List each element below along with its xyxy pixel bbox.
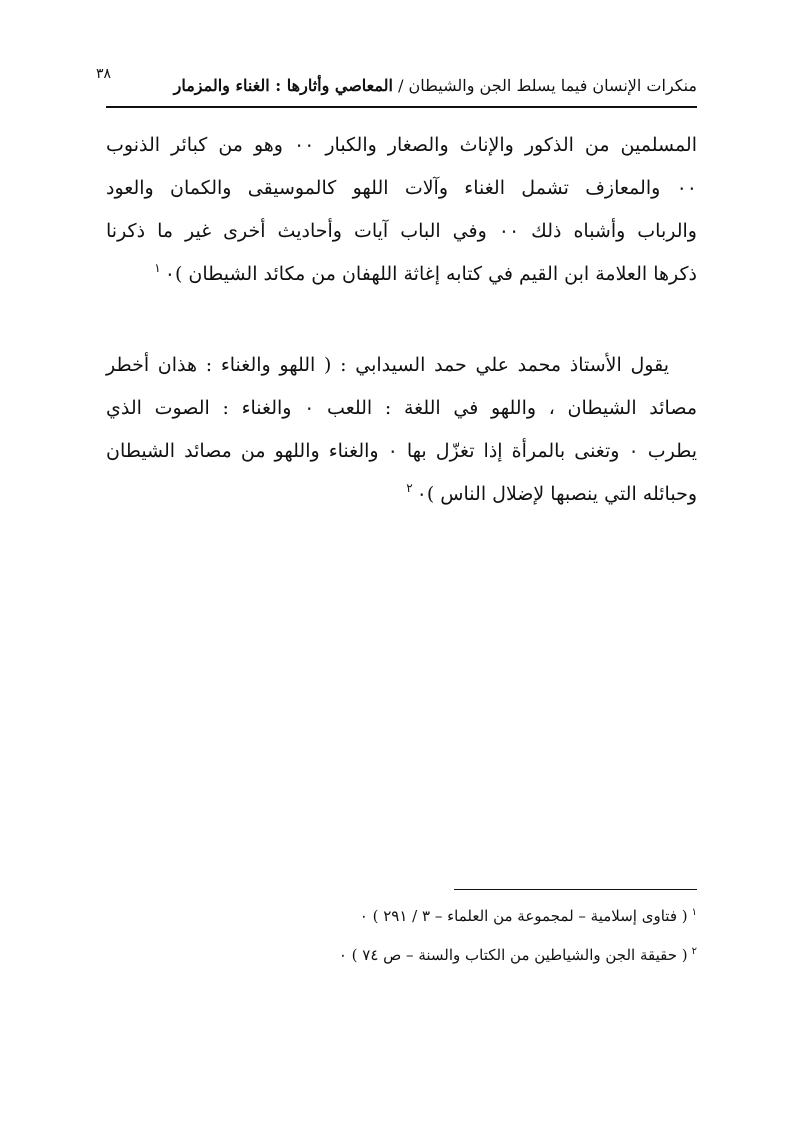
header-rule — [106, 106, 697, 108]
paragraph-line-text: وحبائله التي ينصبها لإضلال الناس ) — [426, 483, 697, 505]
paragraph-line: والرباب وأشباه ذلك ٠٠ وفي الباب آيات وأحاديث أخرى غير ما ذكرنا — [106, 220, 697, 242]
paragraph-line — [106, 253, 697, 298]
footnote-text: ( فتاوى إسلامية – لمجموعة من العلماء – ٣ / ٢٩١ ) ٠ — [359, 907, 688, 925]
page-number: ٣٨ — [96, 66, 112, 82]
header-book-title: منكرات الإنسان فيما يسلط الجن والشيطان / — [398, 76, 697, 95]
paragraph-line: ٠٠ والمعازف تشمل الغناء وآلات اللهو كالموسيقى والكمان والعود — [106, 177, 697, 199]
paragraph-1 — [106, 124, 697, 298]
footnote-item — [106, 898, 697, 937]
header-chapter-title: المعاصي وأثارها : الغناء والمزمار — [173, 76, 393, 95]
footnote-text: ( حقيقة الجن والشياطين من الكتاب والسنة – ص ٧٤ ) ٠ — [338, 946, 688, 964]
paragraph-line — [106, 344, 697, 387]
footnote-item — [106, 937, 697, 976]
paragraph-line: يطرب ٠ وتغنى بالمرأة إذا تغزّل بها ٠ والغناء واللهو من مصائد الشيطان — [106, 440, 697, 462]
line-end-mark: ٠ — [164, 263, 175, 285]
paragraph-line — [106, 473, 697, 518]
running-header — [173, 72, 697, 100]
paragraph-2 — [106, 344, 697, 518]
paragraph-line: المسلمين من الذكور والإناث والصغار والكبار ٠٠ وهو من كبائر الذنوب — [106, 134, 697, 156]
footnote-rule — [454, 889, 697, 890]
footnote-ref[interactable]: ٢ — [406, 481, 413, 495]
line-end-mark: ٠ — [416, 483, 427, 505]
footnote-number: ١ — [691, 907, 697, 918]
paragraph-line-text: ذكرها العلامة ابن القيم في كتابه إغاثة اللهفان من مكائد الشيطان ) — [174, 263, 697, 285]
paragraph-line-text: يقول الأستاذ محمد علي حمد السيدابي : ( اللهو والغناء : هذان أخطر — [106, 354, 669, 376]
footnote-number: ٢ — [691, 946, 697, 957]
footnote-ref[interactable]: ١ — [154, 261, 161, 275]
footnotes — [106, 898, 697, 976]
paragraph-line: مصائد الشيطان ، واللهو في اللغة : اللعب ٠ والغناء : الصوت الذي — [106, 397, 697, 419]
